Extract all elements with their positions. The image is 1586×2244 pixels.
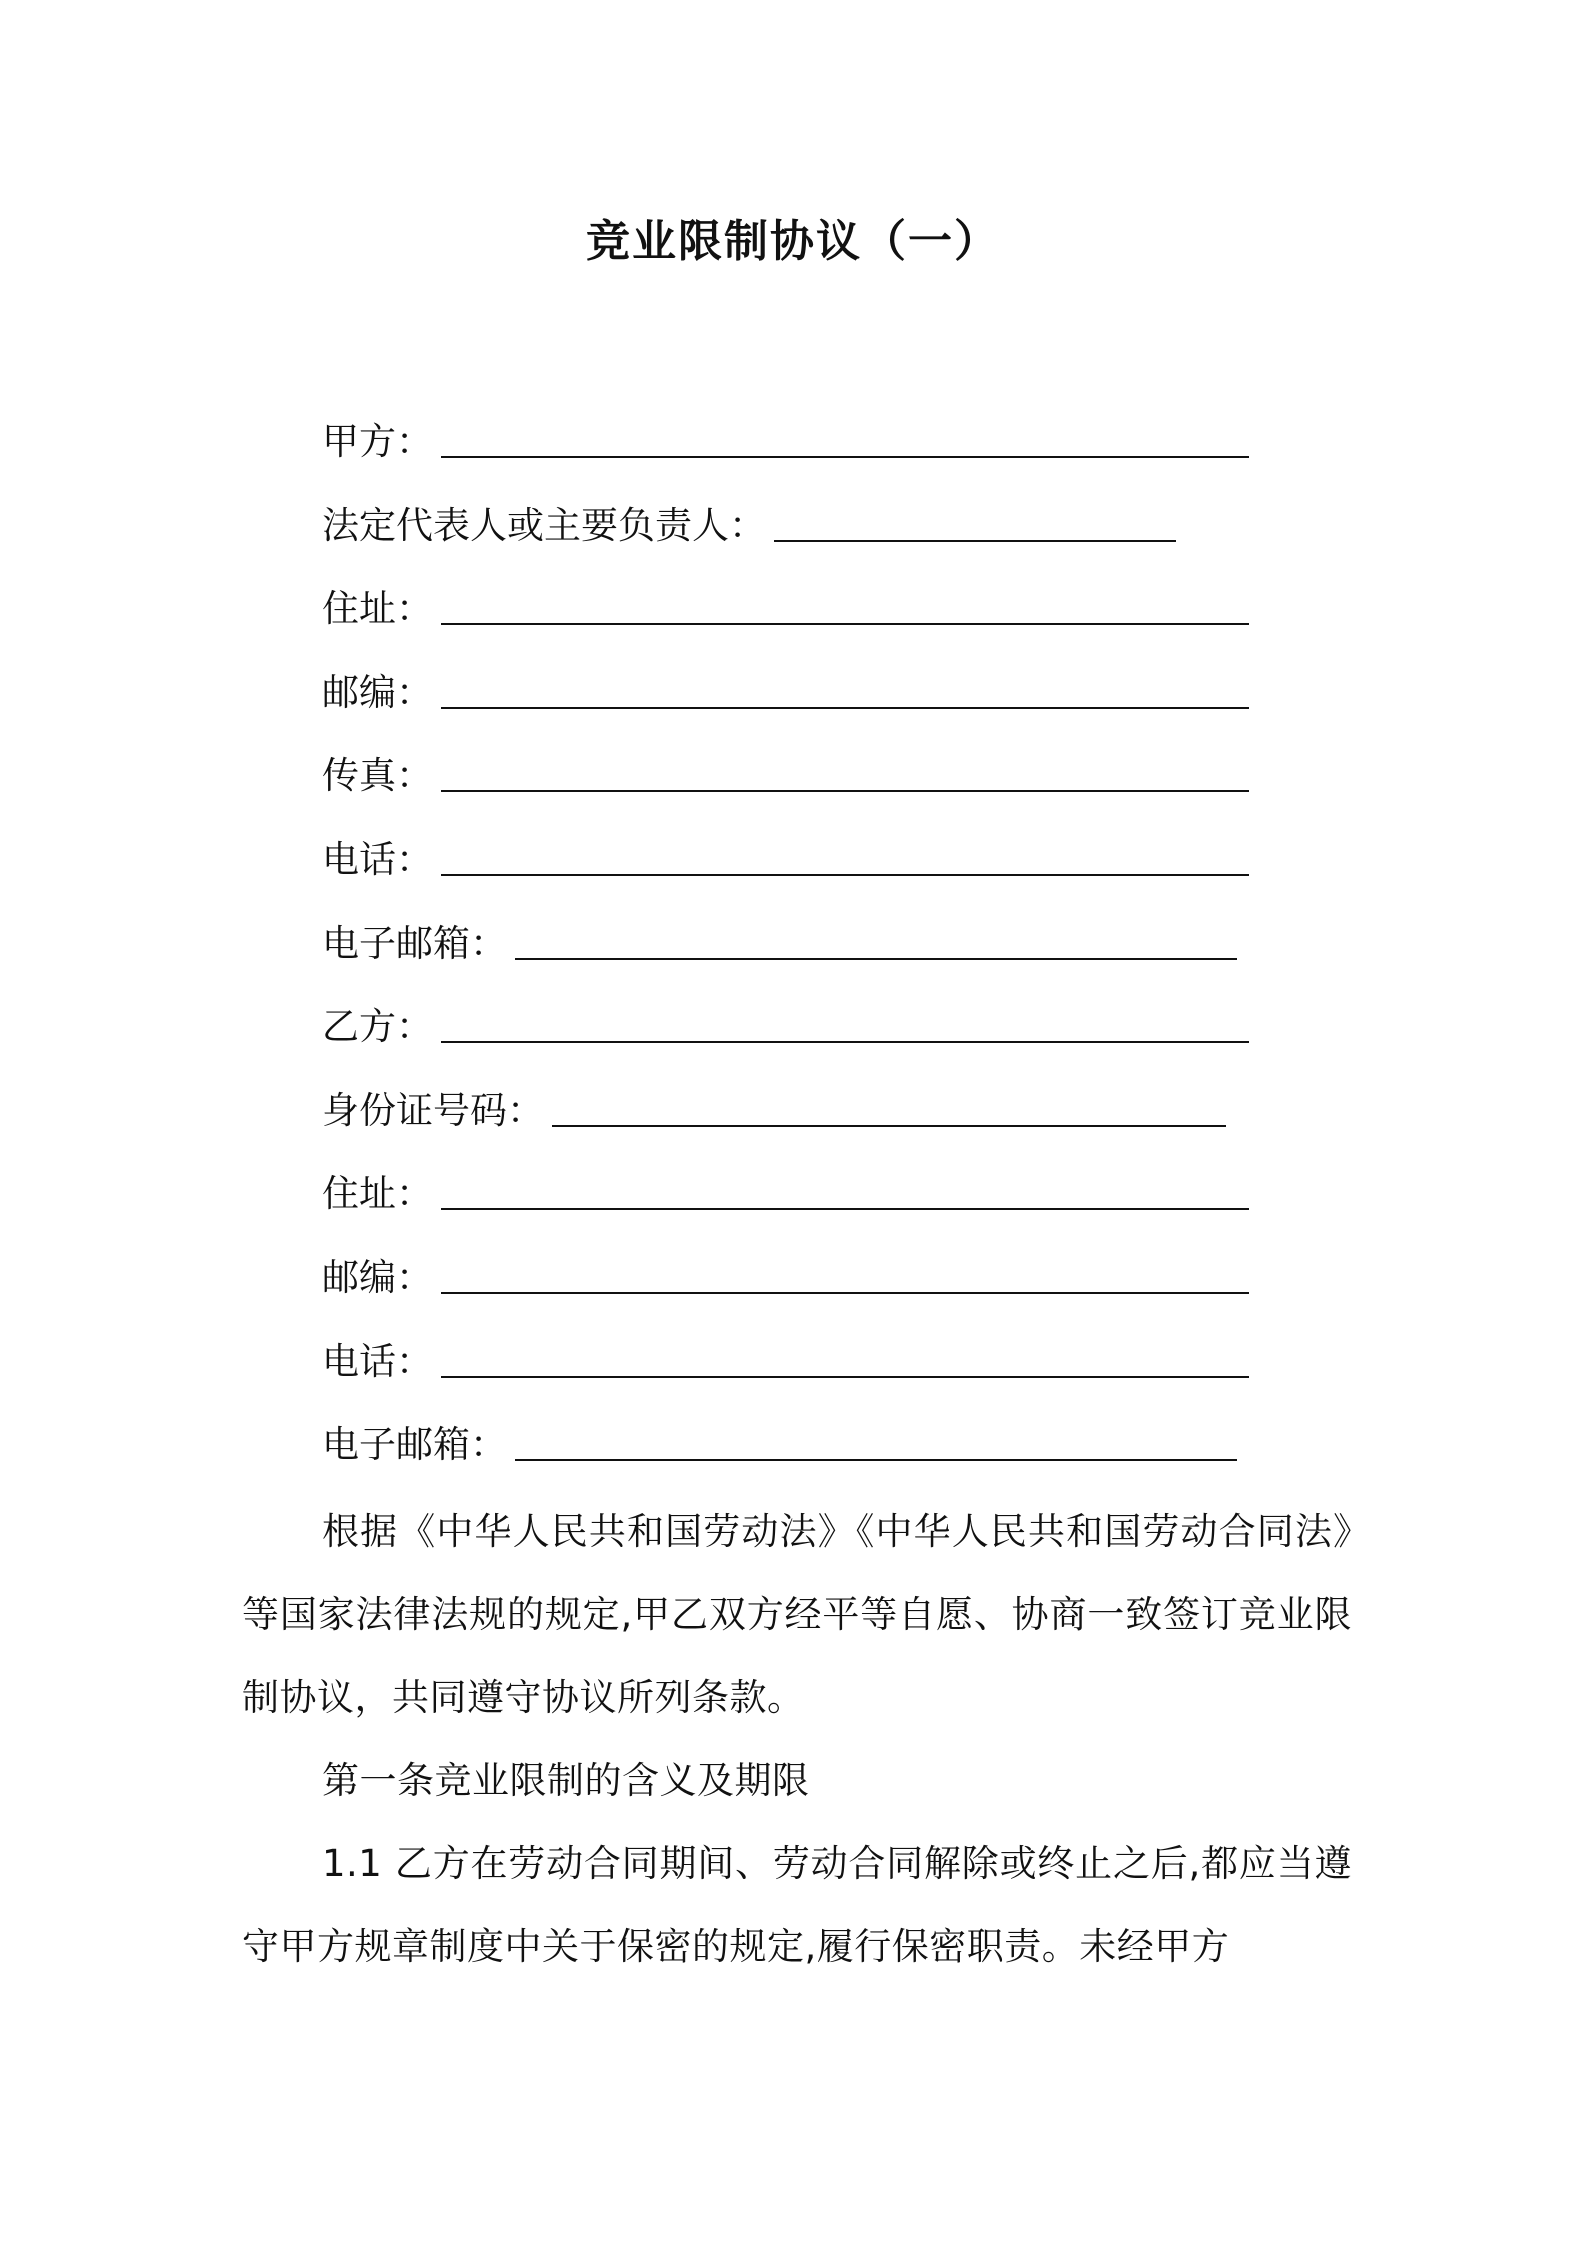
party-b-id-field xyxy=(322,1081,1322,1165)
field-label: 住址： xyxy=(322,587,433,631)
party-b-name-field xyxy=(322,997,1322,1081)
blank-line[interactable] xyxy=(552,1125,1226,1127)
blank-line[interactable] xyxy=(441,1376,1249,1378)
field-label: 电话： xyxy=(322,837,433,881)
blank-line[interactable] xyxy=(441,1292,1249,1294)
field-label: 法定代表人或主要负责人： xyxy=(322,503,766,547)
blank-line[interactable] xyxy=(515,958,1237,960)
party-b-phone-field xyxy=(322,1332,1322,1416)
party-b-address-field xyxy=(322,1164,1322,1248)
party-a-fax-field xyxy=(322,746,1322,830)
agreement-body xyxy=(242,1490,1352,1988)
field-label: 传真： xyxy=(322,754,433,798)
blank-line[interactable] xyxy=(441,790,1249,792)
blank-line[interactable] xyxy=(441,1041,1249,1043)
field-label: 住址： xyxy=(322,1172,433,1216)
clause-1-1-paragraph: 1.1 乙方在劳动合同期间、劳动合同解除或终止之后,都应当遵守甲方规章制度中关于保密的规定,履行保密职责。未经甲方 xyxy=(242,1842,1352,1968)
blank-line[interactable] xyxy=(515,1459,1237,1461)
party-a-address-field xyxy=(322,579,1322,663)
field-label: 乙方： xyxy=(322,1005,433,1049)
blank-line[interactable] xyxy=(441,874,1249,876)
document-title: 竞业限制协议（一） xyxy=(586,216,1000,267)
field-label: 电子邮箱： xyxy=(322,1423,507,1467)
party-b-postcode-field xyxy=(322,1248,1322,1332)
blank-line[interactable] xyxy=(441,623,1249,625)
party-a-email-field xyxy=(322,914,1322,998)
article-one-heading: 第一条竞业限制的含义及期限 xyxy=(322,1759,810,1802)
field-label: 电话： xyxy=(322,1339,433,1383)
party-a-postcode-field xyxy=(322,663,1322,747)
party-a-phone-field xyxy=(322,830,1322,914)
field-label: 身份证号码： xyxy=(322,1088,544,1132)
party-b-email-field xyxy=(322,1415,1322,1499)
field-label: 甲方： xyxy=(322,420,433,463)
field-label: 邮编： xyxy=(322,1255,433,1299)
field-label: 电子邮箱： xyxy=(322,921,507,965)
party-a-representative-field xyxy=(322,496,1322,580)
field-label: 邮编： xyxy=(322,670,433,714)
blank-line[interactable] xyxy=(441,456,1249,458)
party-fields xyxy=(322,412,1322,1499)
preamble-paragraph: 根据《中华人民共和国劳动法》《中华人民共和国劳动合同法》等国家法律法规的规定,甲乙双方经平等自愿、协商一致签订竞业限制协议，共同遵守协议所列条款。 xyxy=(242,1510,1352,1719)
blank-line[interactable] xyxy=(441,1208,1249,1210)
party-a-name-field xyxy=(322,412,1322,496)
blank-line[interactable] xyxy=(441,707,1249,709)
blank-line[interactable] xyxy=(774,540,1176,542)
